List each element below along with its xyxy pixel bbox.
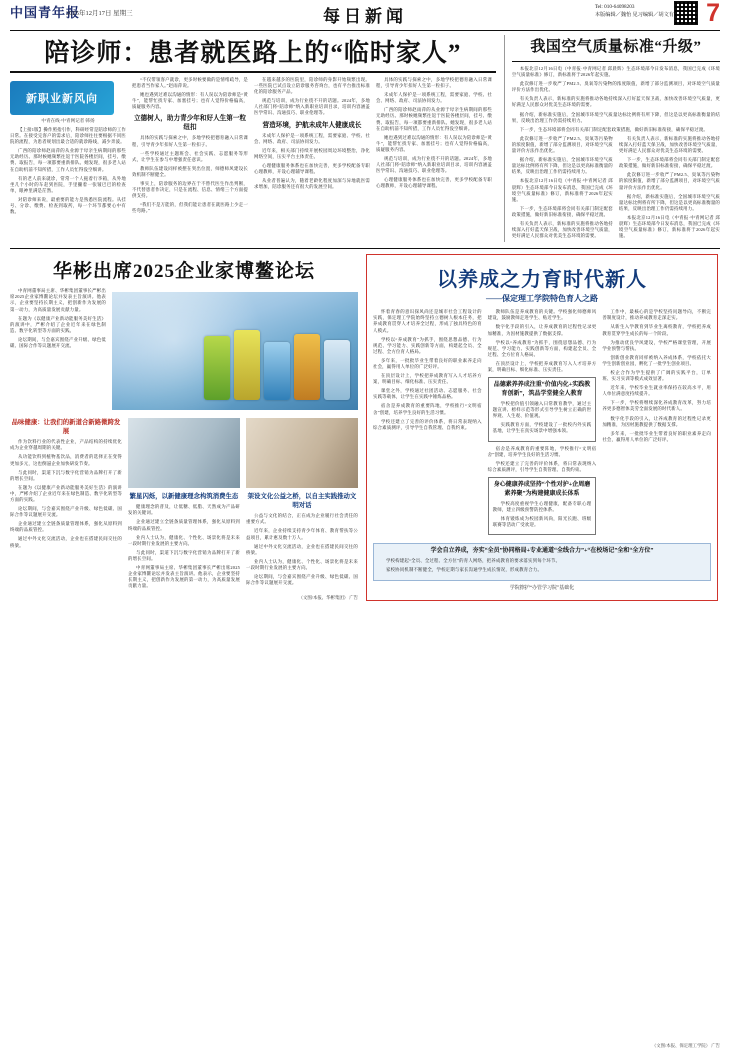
paragraph: 本报北京12月16日电（中青报·中青网记者 邱晨辉）生态环境部今日发布消息，我国已完成《环境空气质量标准》修订，新标准将于2026年起实施。 — [511, 178, 613, 202]
paragraph: 多年来，一批批毕业生带着良好的职业素养走向社会，赢得用人单位的广泛好评。 — [602, 430, 712, 442]
paragraph: 创新创业教育同样被纳入养成体系，学校依托大学生创新创业园，孵化了一批学生创业项目。 — [602, 354, 712, 366]
paragraph: 在题为《以健康产业新动能服务美好生活》的演讲中，严彬介绍了企业近年来在绿色制造、数字化转型等方面的实践。 — [10, 484, 122, 502]
headline-divider — [10, 71, 496, 73]
air-quality-headline: 我国空气质量标准“升级” — [530, 39, 702, 55]
paragraph: 下一步，生态环境部将会同有关部门制定配套政策措施，做好新旧标准衔接，确保平稳过渡。 — [511, 205, 613, 217]
paragraph: 从新生入学教育到毕业生离校教育，学校把养成教育贯穿学生成长的每一个阶段。 — [602, 324, 712, 336]
top-section — [10, 35, 720, 242]
air-col-b — [619, 136, 720, 242]
paragraph: 具体的实践与探索之中，多地学校把德育融入日常课程，引导青少年扣好人生第一粒扣子。 — [376, 77, 492, 89]
paragraph: 校企合作为学生提供了广阔的实践平台，订单班、实习实训等模式成效显著。 — [602, 370, 712, 382]
boao-caption-2: 繁星闪烁，以新健康理念构筑消费生态 — [129, 493, 239, 501]
edu-box1-title: 品德素养养成注重“价值内化+实践教育创新”，筑品学堂健全人教育 — [493, 382, 591, 398]
lead-col3-text — [254, 77, 370, 117]
newspaper-logo: 中国青年报 — [10, 5, 81, 20]
paragraph: 怀着青春的意识探风尚还是城市社会工程设计的实践，保定理工学院始终坚持立德树人根本任务，把养成教育贯穿人才培养全过程，形成了独具特色的育人模式。 — [373, 309, 482, 333]
paragraph: 本报北京12月16日电（中青报·中青网记者 邱晨辉）生态环境部今日发布消息，我国已完成《环境空气质量标准》修订，新标准将于2026年起实施。 — [618, 214, 721, 239]
edu-box1-text — [493, 401, 592, 434]
paragraph: 从功能饮料到植物基饮品，消费者的选择正在变得更加多元，这也倒逼企业加快研发节奏。 — [10, 454, 122, 466]
paragraph: 近年来，相关部门持续开展校园周边环境整治，净化网络空间，压实平台主体责任。 — [254, 147, 370, 159]
edu-col3-text — [602, 309, 711, 443]
paragraph: “我们不是万能的，但我们能让患者在就医路上少走一些弯路。” — [132, 202, 248, 214]
edu-col-3 — [602, 309, 711, 539]
paragraph: 对陪诊师来说，最重要的能力是熟悉医院流程。从挂号、分诊、缴费、检查到取药，每一个环节都要心中有数。 — [10, 196, 126, 215]
section-title: 每日新闻 — [323, 7, 407, 26]
paragraph: 与此同时，渠道下沉与数字化营销为品牌打开了新的增长空间。 — [128, 549, 240, 561]
paragraph: 论坛期间，与会嘉宾围绕产业升级、绿色低碳、国际合作等议题展开交流。 — [10, 506, 122, 518]
boao-article — [10, 254, 358, 601]
edu-box-2 — [488, 477, 597, 535]
paragraph: 作为饮料行业的代表性企业，产品结构的持续优化成为企业穿越周期的关键。 — [10, 439, 122, 451]
edu-col1-text — [373, 309, 482, 431]
lead-byline: 中青在线·中青网记者 韩扬 — [41, 118, 95, 123]
paragraph: 工作中，最核心的是学校坚持问题导向，不断完善制度设计，推动养成教育走深走实。 — [602, 309, 712, 321]
paragraph: 论坛期间，与会嘉宾围绕产业升级、绿色低碳、国际合作等议题展开交流。 — [10, 336, 106, 348]
paragraph: 宿舍是养成教育的重要阵地，学校推行“文明宿舍”创建，培养学生良好的生活习惯。 — [373, 403, 482, 415]
paragraph: 广西的陪诊师赵雨萍的从业源于母亲生病期间的那些无助经历。那时候她频繁往返于医院各楼层间，挂号、缴费、取报告，每一项都要重新排队。她发现，很多老人站在自助机前不知所措，工作人员忙得没空细讲。 — [376, 107, 492, 131]
lead-col2-text-b — [132, 135, 248, 214]
boao-col3-text — [246, 513, 358, 586]
lower-section — [10, 248, 720, 601]
paragraph: 数字化手段的引入，让养成教育的过程性记录更加精准，为因材施教提供了数据支撑。 — [602, 415, 712, 427]
lead-subhead-1: 立德树人，助力青少年和好人生第一粒纽扣 — [133, 115, 247, 132]
air-quality-subcolumns — [512, 136, 720, 242]
paragraph: 多年来，一批批毕业生带着良好的职业素养走向社会，赢得用人单位的广泛好评。 — [373, 357, 482, 369]
issue-date: 2025年12月17日 星期三 — [66, 10, 133, 17]
education-columns — [373, 309, 711, 539]
lead-col-2 — [132, 77, 248, 218]
boao-columns — [10, 414, 358, 592]
new-occupation-badge: 新职业新风向 — [10, 81, 114, 115]
boao-caption-3: 架设文化公益之桥，以自主实践推动文明对话 — [247, 493, 357, 510]
lead-columns — [10, 77, 496, 218]
edu-col2-text-b — [488, 446, 597, 473]
beverage-can — [294, 334, 320, 400]
paragraph: 此次修订进一步收严了PM2.5、臭氧等污染物的浓度限值，新增了部分监测项目，对环境空气质量评价方法作出优化。 — [618, 172, 721, 190]
footer-right: （文图/本报、保定理工学院） 广告 — [651, 1043, 720, 1048]
beverage-can — [204, 336, 230, 400]
boao-intro-text — [10, 288, 106, 414]
edu-bottom-box-text — [378, 558, 706, 573]
paragraph: 学校以“养成教育”为抓手，围绕思想品德、行为规范、学习能力、实践创新等方面，构建起全员、全过程、全方位育人格局。 — [487, 339, 597, 357]
boao-col-1 — [10, 414, 122, 592]
page-footer — [10, 1043, 720, 1049]
paragraph: 中青网董事局主席、华彬集团董事长严彬出席2025企业家博鳌论坛并发表主旨演讲。他表示，企业要坚持长期主义，把创新作为发展的第一动力，为高质量发展贡献力量。 — [10, 288, 106, 312]
paragraph: 她也遇到过难以沟通的情形：有人误以为陪诊师是“黄牛”，能帮忙找专家、加塞挂号；也有人觉得价格偏高，质疑服务内容。 — [376, 134, 492, 152]
paragraph: 中青网董事局主席、华彬集团董事长严彬出席2025企业家博鳌论坛并发表主旨演讲。他表示，企业要坚持长期主义，把创新作为发展的第一动力，为高质量发展贡献力量。 — [128, 565, 240, 589]
paragraph: 【上接1版】操作照指引作，科研经常是陪诊师的工作日常。在接受完客户的需求后，陪诊师往往要根据不同医院的流程，为患者规划出最合适的就诊路线，减少奔波。 — [10, 127, 126, 145]
paragraph: 从业者普遍认为，随着老龄化程度加深与异地就医需求增加，陪诊服务还有很大的发展空间。 — [254, 178, 370, 190]
paragraph: 与此同时，渠道下沉与数字化营销为品牌打开了新的增长空间。 — [10, 469, 122, 481]
paragraph: 课堂之外，学校通过社团活动、志愿服务、社会实践等载体，让学生在实践中锤炼品格。 — [373, 388, 482, 400]
air-quality-story — [504, 35, 720, 242]
paragraph: 学校以“养成教育”为抓手，围绕思想品德、行为规范、学习能力、实践创新等方面，构建起全员、全过程、全方位育人格局。 — [373, 336, 482, 354]
paragraph: “不仅带领客户就诊，更多时候要做的是情绪疏导，是把患者当作家人。”赵雨萍说。 — [132, 77, 248, 89]
boao-credit: （文图/本报、华彬集团） 广告 — [298, 595, 358, 601]
paragraph: 本报北京12月16日电（中青报·中青网记者 邱晨辉）生态环境部今日发布消息，我国已完成《环境空气质量标准》修订，新标准将于2026年起实施。 — [511, 66, 720, 78]
air-quality-text — [512, 66, 720, 133]
paragraph: 企业通过建立全链条质量管理体系，强化从原料到终端的品质管控。 — [10, 521, 122, 533]
boao-col2-text — [128, 504, 240, 589]
air-headline-divider — [512, 61, 720, 62]
editor-names: 本版编辑／魏怡 见习编辑／胡文有 — [594, 12, 674, 18]
paragraph: 在题为《以健康产业新动能服务美好生活》的演讲中，严彬介绍了企业近年来在绿色制造、数字化转型等方面的实践。 — [10, 315, 106, 333]
boao-photo — [112, 288, 358, 414]
paragraph: 据介绍，新标准实施后，全国城市环境空气质量达标比例将有所下降，但这是以更高标准衡量的结果，反映出治理工作仍需持续用力。 — [511, 157, 613, 175]
education-article — [366, 254, 718, 601]
paragraph: 在顶层设计上，学校把养成教育写入人才培养方案，明确目标、细化标准、压实责任。 — [487, 360, 597, 372]
paragraph: 一些学校通过主题班会、社会实践、志愿服务等形式，让学生在参与中增强责任意识。 — [132, 150, 248, 162]
edu-bottom-box — [373, 543, 711, 580]
beverage-can — [324, 340, 350, 400]
paragraph: 近年来，企业持续支持青少年体育、教育帮扶等公益项目，累计惠及数十万人。 — [246, 528, 358, 540]
paragraph: 近年来，学校毕业生就业率保持在较高水平，用人单位满意度持续提升。 — [602, 385, 712, 397]
paragraph: 在越来越多的医院里，陪诊师的身影开始频繁出现。一些医院已试点设立陪诊服务咨询台，也有平台推出标准化的陪诊服务产品。 — [254, 77, 370, 95]
boao-caption-1: 品味健康：让我们的新道合新路微跨发展 — [11, 419, 121, 436]
edu-box-1 — [488, 377, 597, 441]
boao-headline: 华彬出席2025企业家博鳌论坛 — [52, 261, 315, 283]
lead-col-4 — [376, 77, 492, 218]
boao-col-3 — [246, 414, 358, 592]
paragraph: 广西的陪诊师赵雨萍的从业源于母亲生病期间的那些无助经历。那时候她频繁往返于医院各楼层间，挂号、缴费、取报告，每一项都要重新排队。她发现，很多老人站在自助机前不知所措，工作人员忙得没空细讲。 — [10, 148, 126, 172]
edu-box2-text — [493, 501, 592, 528]
education-subheadline: ——保定理工学院特色育人之路 — [486, 294, 598, 304]
edu-box2-title: 身心健康养成坚持“个性对护+企周磨素养聚”为构建健康成长体系 — [493, 481, 591, 497]
paragraph: 有的老人前来就诊，常常一个人拖着行李箱，从外地坐几个小时的车赶到医院，手里攥着一张皱巴巴的检查单，眼神里满是茫然。 — [10, 175, 126, 193]
paragraph: 下一步，学校将继续深化养成教育改革，努力培养更多德智体美劳全面发展的时代新人。 — [602, 400, 712, 412]
lead-col-3 — [254, 77, 370, 218]
paragraph: 教师队伍是养成教育的关键。学校强化师德师风建设，鼓励教师走进学生、贴近学生。 — [487, 309, 597, 321]
editor-info — [595, 3, 674, 19]
paragraph: 据介绍，新标准实施后，全国城市环境空气质量达标比例将有所下降，但这是以更高标准衡量的结果，反映出治理工作仍需持续用力。 — [618, 193, 721, 211]
lead-story — [10, 35, 496, 242]
paragraph: 此次修订进一步收严了PM2.5、臭氧等污染物的浓度限值，新增了部分监测项目，对环境空气质量评价方法作出优化。 — [511, 135, 613, 154]
meeting-photo — [128, 418, 240, 488]
paragraph: 有关负责人表示，新标准的实施将推动各地持续深入打好蓝天保卫战，加快改善环境空气质量，更好满足人民群众对优美生态环境的需要。 — [618, 135, 721, 154]
paragraph: 下一步，生态环境部将会同有关部门制定配套政策措施，做好新旧标准衔接，确保平稳过渡。 — [519, 126, 709, 132]
paragraph: 她也遇到过难以沟通的情形：有人误以为陪诊师是“黄牛”，能帮忙找专家、加塞挂号；也有人觉得价格偏高，质疑服务内容。 — [132, 92, 248, 110]
paragraph: 学校构建起“全员、全过程、全方位”的育人网络，把养成教育的要求落实到每个环节。 — [386, 558, 561, 564]
beverage-can — [234, 330, 260, 400]
editor-phone: Tel: 010-64098203 — [594, 4, 635, 10]
paragraph: 心理健康服务体系也在加快完善，更多学校配备专职心理教师，开设心理辅导课程。 — [254, 162, 370, 175]
paragraph: 为推动优良学风建设，学校严格课堂管理，开展学业预警与帮扶。 — [602, 339, 712, 351]
lead-col-1 — [10, 77, 126, 218]
paragraph: 业内人士认为，健康化、个性化、场景化将是未来一段时期行业发展的主要方向。 — [246, 558, 358, 570]
lead-col2-text — [132, 77, 248, 110]
paragraph: 规范与培训，成为行业绕不开的话题。2024年，多地人社部门将“陪诊师”纳入新职业培训目录，培训内容涵盖医学常识、沟通技巧、职业伦理等。 — [254, 98, 370, 116]
lead-col1-text — [10, 127, 126, 215]
paragraph: 心理健康服务体系也在加快完善，更多学校配备专职心理教师，开设心理辅导课程。 — [376, 177, 492, 189]
paragraph: 未成年人保护是一项系统工程，需要家庭、学校、社会、网络、政府、司法协同发力。 — [376, 92, 492, 104]
paragraph: 健康理念的普及，让低糖、低脂、天然成为产品研发的关键词。 — [128, 504, 240, 516]
page-number: 7 — [706, 0, 720, 27]
air-col-a — [512, 136, 613, 242]
paragraph: 体育锻炼成为校园新风尚，阳光长跑、班级联赛等活动广受欢迎。 — [492, 516, 592, 528]
paragraph: 通过中外文化交流活动，企业也在搭建民间交往的桥梁。 — [10, 536, 122, 548]
culture-photo — [246, 418, 358, 488]
edu-col-1 — [373, 309, 482, 539]
edu-footer-note: 学院擦护“办管学习院”基础化 — [509, 585, 575, 591]
lead-headline: 陪诊师：患者就医路上的“临时家人” — [44, 40, 462, 67]
paragraph: 有关负责人表示，新标准的实施将推动各地持续深入打好蓝天保卫战，加快改善环境空气质量，更好满足人民群众对优美生态环境的需要。 — [511, 220, 613, 239]
paragraph: 有关负责人表示，新标准的实施将推动各地持续深入打好蓝天保卫战，加快改善环境空气质量，更好满足人民群众对优美生态环境的需要。 — [511, 96, 720, 108]
edu-col2-text — [488, 309, 597, 373]
paragraph: 学校还建立了完善的评价体系，将日常表现纳入综合素质测评，引导学生自我管理、自我约束。 — [373, 418, 482, 430]
paragraph: 论坛期间，与会嘉宾围绕产业升级、绿色低碳、国际合作等议题展开交流。 — [246, 574, 358, 586]
paragraph: 宿舍是养成教育的重要阵地，学校推行“文明宿舍”创建，培养学生良好的生活习惯。 — [487, 445, 597, 457]
paragraph: 规范与培训，成为行业绕不开的话题。2024年，多地人社部门将“陪诊师”纳入新职业培训目录，培训内容涵盖医学常识、沟通技巧、职业伦理等。 — [376, 156, 492, 174]
paragraph: 家校协同机制不断健全，学校定期与家长沟通学生成长情况，形成教育合力。 — [386, 567, 543, 573]
paragraph: 数字化手段的引入，让养成教育的过程性记录更加精准，为因材施教提供了数据支撑。 — [487, 324, 597, 336]
paragraph: 具体的实践与探索之中，多地学校把德育融入日常课程，引导青少年扣好人生第一粒扣子。 — [132, 135, 248, 147]
boao-top — [10, 288, 358, 414]
edu-bottom-box-title: 学会自立养成，夯实“全员”协同格局+专业通道“全线合力”+“在校场记”全和“全方位” — [430, 548, 654, 555]
education-headline: 以养成之力育时代新人 — [437, 269, 647, 292]
lead-subhead-2: 营造环境，护航未成年人健康成长 — [262, 121, 362, 129]
paragraph: 在顶层设计上，学校把养成教育写入人才培养方案，明确目标、细化标准、压实责任。 — [373, 373, 482, 385]
paragraph: 学校高度重视学生心理健康，配备专职心理教师，建立四级预警防控体系。 — [492, 500, 592, 513]
paragraph: 此次修订进一步收严了PM2.5、臭氧等污染物的浓度限值，新增了部分监测项目，对环境空气质量评价方法作出优化。 — [511, 81, 720, 93]
paragraph: 下一步，生态环境部将会同有关部门制定配套政策措施，做好新旧标准衔接，确保平稳过渡。 — [618, 157, 721, 169]
paragraph: 学校还建立了完善的评价体系，将日常表现纳入综合素质测评，引导学生自我管理、自我约束。 — [487, 460, 597, 472]
masthead — [10, 0, 720, 31]
edu-col-2 — [488, 309, 597, 539]
lead-col3-text-b — [254, 133, 370, 191]
paragraph: 业内人士认为，健康化、个性化、场景化将是未来一段时期行业发展的主要方向。 — [128, 534, 240, 546]
paragraph: 教师队伍建设同样被摆在突出位置，师德师风建设长效机制不断健全。 — [132, 165, 248, 177]
lead-col4-text — [376, 77, 492, 190]
paragraph: 据介绍，新标准实施后，全国城市环境空气质量达标比例将有所下降，但这是以更高标准衡量的结果，反映出治理工作仍需持续用力。 — [511, 111, 720, 123]
paragraph: 公益与文化的结合，正在成为企业履行社会责任的重要方式。 — [246, 513, 358, 525]
boao-col1-text — [10, 439, 122, 548]
paragraph: 未成年人保护是一项系统工程，需要家庭、学校、社会、网络、政府、司法协同发力。 — [254, 132, 370, 144]
boao-col-2 — [128, 414, 240, 592]
paragraph: 通过中外文化交流活动，企业也在搭建民间交往的桥梁。 — [246, 543, 358, 555]
qr-code-icon — [674, 1, 698, 25]
paragraph: 企业通过建立全链条质量管理体系，强化从原料到终端的品质管控。 — [128, 519, 240, 531]
beverage-can — [264, 342, 290, 400]
paragraph: 学校把价值引领融入日常教育教学，通过主题宣讲、榜样示范等形式引导学生树立正确的世界观、人生观、价值观。 — [492, 401, 592, 419]
paragraph: 实践教育方面，学校建设了一批校内外实践基地，让学生在真实场景中增强本领。 — [492, 422, 592, 434]
paragraph: 事实上，陪诊服务的边界在于不替代医生作出判断，不代替患者作决定，只是在流程、信息、情绪三个方面提供支持。 — [132, 181, 248, 199]
product-photo — [112, 292, 358, 410]
